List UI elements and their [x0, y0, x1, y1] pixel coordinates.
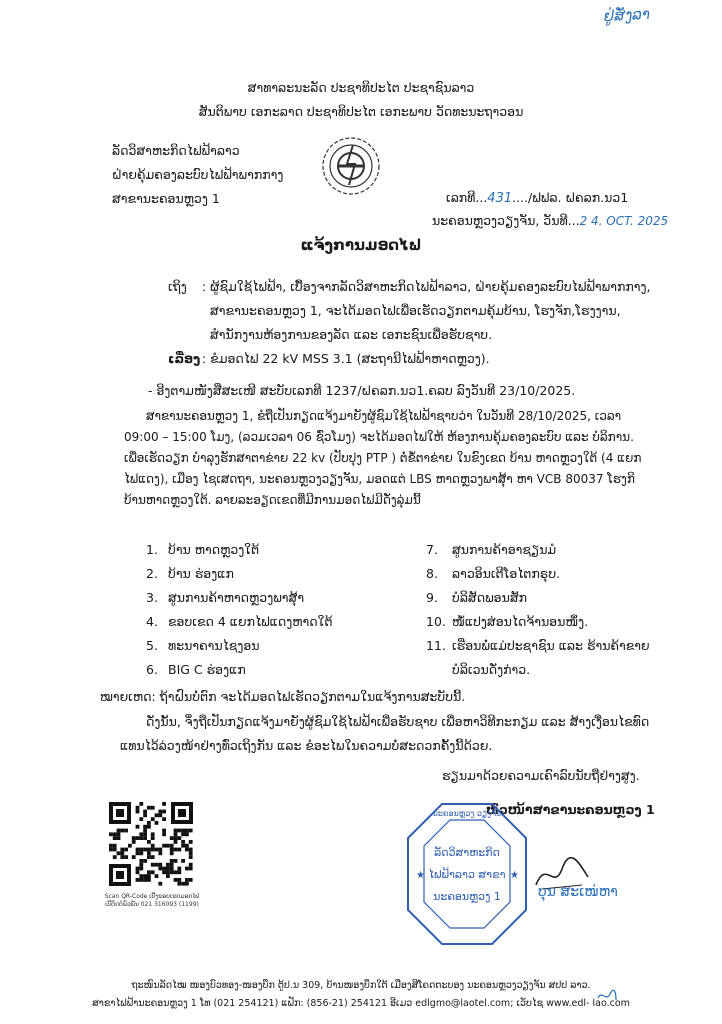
- subject-text: : ຂໍມອດໄຟ 22 kV MSS 3.1 (ສະຖານີໄຟຟ້າຫາດຫຼວງ).: [202, 351, 490, 366]
- signatory-title: ຫົວໜ້າສາຂານະຄອນຫຼວງ 1: [486, 802, 655, 817]
- note-text: ໝາຍເຫດ: ຖ້າຝົນບໍ່ຕົກ ຈະໄດ້ມອດໄຟເຮັດວຽກຕາມໃນແຈ້ງການສະບັບນີ້.: [100, 689, 466, 704]
- to-line1: : ຜູ້ຊົມໃຊ້ໄຟຟ້າ, ເບື້ອງຈາກລັດວິສາຫະກິດໄຟຟ້າລາວ, ຝ່າຍຄຸ້ມຄອງລະບົບໄຟຟ້າພາກກາງ,: [202, 279, 651, 294]
- corner-handwritten-note: ຢູ່ສັ່ງລາ: [603, 4, 651, 26]
- subject-label: ເລື່ອງ: [168, 351, 201, 366]
- stamp-text-top: ລັດວິສາຫະກິດ: [434, 846, 500, 859]
- qr-code: [107, 800, 195, 888]
- list-item: 10. ໜໍ້ແປງສ່ອນໄດຈ້ານອນໜຶ່ງ.: [426, 614, 589, 629]
- footer-address: ຖະໜົນລັດໄໝ ໜອງບົວທອງ-ໜອງບຶກ ຕູ້ປ.ນ 309, ບ້ານໜອງບຶກໃຕ້ ເມືອງສີໂຄດຕະບອງ ນະຄອນຫຼວງວຽງຈັນ ສປປ ລາວ.: [131, 980, 591, 991]
- edl-logo: [320, 135, 382, 197]
- stamp-text-bottom: ນະຄອນຫຼວງ 1: [433, 890, 501, 903]
- list-item: 4. ຂອບເຂດ 4 ແຍກໄຟແດງຫາດໃຕ້: [146, 614, 333, 629]
- qr-caption-line2: ເບີຕິດຕໍ່ພົວພັນ 021 316093 (1199): [105, 901, 199, 908]
- stamp-star-left-icon: ★: [416, 870, 425, 881]
- list-item: 1. ບ້ານ ຫາດຫຼວງໃຕ້: [146, 542, 260, 557]
- org-branch: ສາຂານະຄອນຫຼວງ 1: [112, 191, 220, 206]
- list-item: ບໍລິເວນດັ່ງກ່າວ.: [452, 662, 531, 677]
- ref-number-prefix: ເລກທີ...: [446, 190, 488, 205]
- body-line4: ໄຟແດງ), ເມືອງ ໄຊເສດຖາ, ນະຄອນຫຼວງວຽງຈັນ, ມອດແຕ່ LBS ຫາດຫຼວງພາສຸ້າ ຫາ VCB 80037 ໂຮງກິ: [124, 472, 635, 486]
- to-line1-text: ຜູ້ຊົມໃຊ້ໄຟຟ້າ, ເບື້ອງຈາກລັດວິສາຫະກິດໄຟຟ້າລາວ, ຝ່າຍຄຸ້ມຄອງລະບົບໄຟຟ້າພາກກາງ,: [210, 279, 651, 294]
- body-line5: ບ້ານຫາດຫຼວງໃຕ້. ລາຍລະອຽດເຂດທີ່ມີການມອດໄຟມີດັ່ງລຸ່ມນີ້: [124, 493, 421, 507]
- footer-contact: ສາຂາໄຟຟ້ານະຄອນຫຼວງ 1 ໂທ (021 254121) ແຟັກ: (856-21) 254121 ອີເມວ edlgmo@laotel.com; ເວັບໄຊ www.edl- lao.com: [92, 998, 630, 1009]
- org-name: ລັດວິສາຫະກິດໄຟຟ້າລາວ: [112, 143, 240, 158]
- areas-list-right: [426, 542, 676, 686]
- official-stamp: [402, 798, 532, 958]
- reference-number: [446, 190, 628, 206]
- stamp-text-mid: ໄຟຟ້າລາວ ສາຂາ: [428, 868, 506, 881]
- ref-number-value: 431: [487, 191, 513, 206]
- list-item: 5. ທະນາຄານໄຊງອນ: [146, 638, 260, 653]
- ref-number-suffix: ..../ຟຟລ. ຝຄລກ.ນວ1: [512, 190, 629, 205]
- list-item: 8. ລາວອິນເຕີໂອໄຕກຣຸບ.: [426, 566, 561, 581]
- closing-line1: ດັ່ງນັ້ນ, ຈຶ່ງຖືເປັນກຽດແຈ້ງມາຍັງຜູ້ຊົມໃຊ້ໄຟຟ້າເພື່ອຮັບຊາບ ເພື່ອຫາວິທີກະກຽມ ແລະ ສ້າງເງື່ອນໄຂທົດ: [146, 714, 650, 729]
- areas-list-left: [146, 542, 386, 686]
- list-item: 6. BIG C ຮ່ອງແກ: [146, 662, 246, 677]
- list-item: 7. ສູນການຄ້າອາຊຽນມໍ: [426, 542, 557, 557]
- national-header-line1: ສາທາລະນະລັດ ປະຊາທິປະໄຕ ປະຊາຊົນລາວ: [247, 80, 475, 95]
- to-line2: ສາຂານະຄອນຫຼວງ 1, ຈະໄດ້ມອດໄຟເພື່ອເຮັດວຽກຕາມຄຸ້ມບ້ານ, ໂຮງຈັກ,ໂຮງງານ,: [210, 303, 621, 318]
- list-item: 11. ເຮືອນພໍ່ແມ່ປະຊາຊົນ ແລະ ຮ້ານຄ້າຂາຍ: [426, 638, 650, 653]
- list-item: 3. ສູນການຄ້າຫາດຫຼວງພາສຸ້າ: [146, 590, 305, 605]
- national-header-line2: ສັນຕິພາບ ເອກະລາດ ປະຊາທິປະໄຕ ເອກະພາບ ວັດທະນະຖາວອນ: [198, 104, 524, 119]
- signer-name: ບຸນ ສະເໜ່ຫາ: [538, 884, 618, 900]
- initial-mark: [596, 988, 618, 1008]
- to-label: ເຖິງ: [168, 279, 187, 294]
- stamp-ring-text: ນະຄອນຫຼວງ ວຽງຈັນ: [432, 809, 502, 818]
- body-line3: ເພື່ອເຮັດວຽກ ບຳລຸງຮັກສາຕາຂ່າຍ 22 kv (ປັບປຸງ PTP ) ຕໍ່ຂໍ້ຕາຂ່າຍ ໃນຂົງເຂດ ບ້ານ ຫາດຫຼວງໃຕ້ (4 ແຍກ: [124, 451, 642, 465]
- closing-line2: ແທນໄວ້ລ່ວງໜ້າຢ່າງທົ່ວເຖິງກັນ ແລະ ຂໍອະໄພໃນຄວາມບໍ່ສະດວກຄັ້ງນີ້ດ້ວຍ.: [120, 738, 493, 753]
- regards-text: ຮຽນມາດ້ວຍຄວາມເຄົາລົບນັບຖືຢ່າງສູງ.: [442, 768, 640, 783]
- body-paragraph: [124, 406, 644, 511]
- list-item: 9. ບໍລິສັດພອນສັກ: [426, 590, 527, 605]
- ref-date-value: 2 4. OCT. 2025: [579, 214, 669, 228]
- to-line3: ສຳນັກງານຫ້ອງການຂອງລັດ ແລະ ເອກະຊົນເພື່ອຮັບຊາບ.: [210, 327, 493, 342]
- qr-caption-line1: Scan QR-Code ເບີ່ງຂອບເຂດມອດໄຟ: [104, 893, 200, 900]
- ref-place-prefix: ນະຄອນຫຼວງວຽງຈັນ, ວັນທີ...: [432, 213, 580, 228]
- list-item: 2. ບ້ານ ຮ່ອງແກ: [146, 566, 234, 581]
- qr-caption: [96, 893, 208, 909]
- basis-reference: - ອີງຕາມໜັງສືສະເໜີ ສະບັບເລກທີ 1237/ຝຄລກ.ນວ1.ຄລບ ລົງວັນທີ 23/10/2025.: [148, 383, 576, 398]
- reference-date: [432, 213, 668, 228]
- document-title: ແຈ້ງການມອດໄຟ: [300, 236, 422, 254]
- org-department: ຝ່າຍຄຸ້ມຄອງລະບົບໄຟຟ້າພາກກາງ: [112, 167, 284, 182]
- body-line1: ສາຂານະຄອນຫຼວງ 1, ຂໍຖືເປັນກຽດແຈ້ງມາຍັງຜູ້ຊົມໃຊ້ໄຟຟ້າຊາບວ່າ ໃນວັນທີ 28/10/2025, ເວລາ: [146, 409, 622, 423]
- body-line2: 09:00 – 15:00 ໂມງ, (ລວມເວລາ 06 ຊົ່ວໂມງ) ຈະໄດ້ມອດໄຟໃຫ້ ຫ້ອງການຄຸ້ມຄອງລະບົບ ແລະ ບໍລິການ.: [124, 430, 634, 444]
- stamp-star-right-icon: ★: [510, 870, 519, 881]
